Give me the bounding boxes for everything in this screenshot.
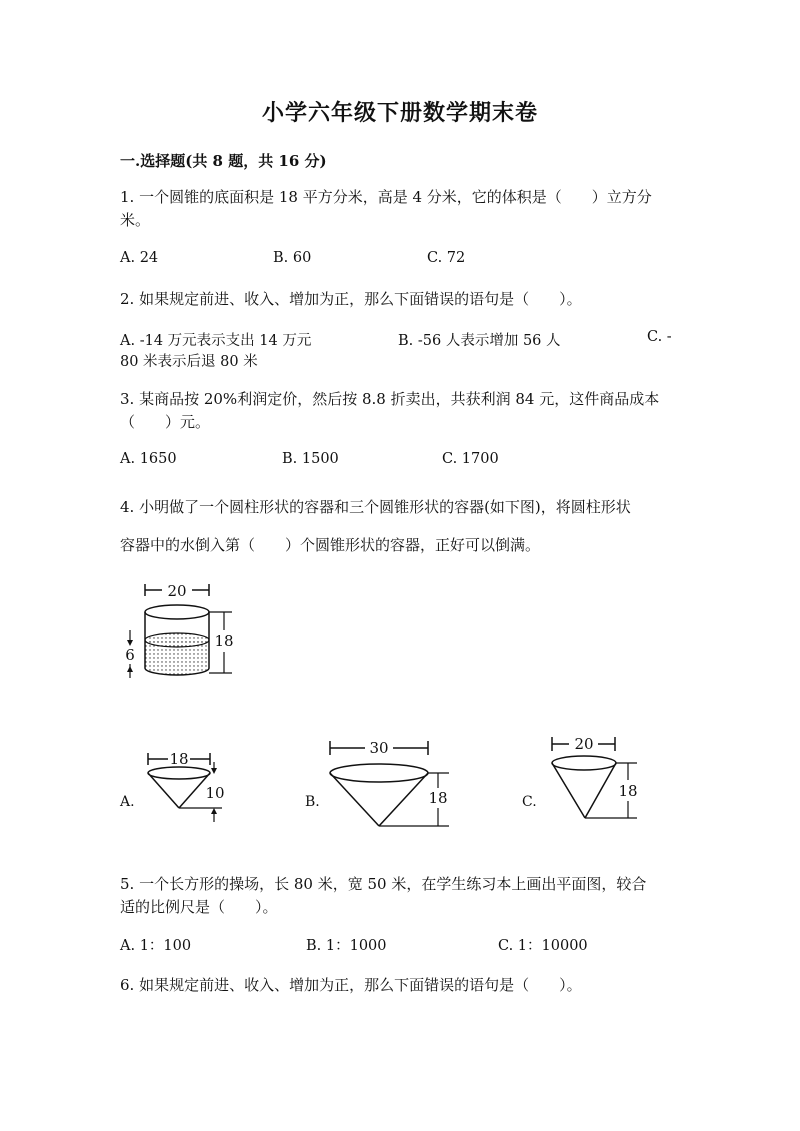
- cone-c-label: C.: [522, 794, 537, 810]
- q5-option-c: C. 1：10000: [498, 938, 588, 954]
- cone-a-label: A.: [120, 794, 135, 810]
- question-4-line-1: 4. 小明做了一个圆柱形状的容器和三个圆锥形状的容器(如下图)，将圆柱形状: [120, 498, 631, 516]
- cone-c-height-label: 18: [618, 782, 638, 800]
- question-5: [120, 873, 680, 919]
- question-2: 2. 如果规定前进、收入、增加为正，那么下面错误的语句是（ ）。: [120, 290, 582, 308]
- cylinder-figure: [120, 580, 240, 690]
- page-title: 小学六年级下册数学期末卷: [261, 100, 538, 126]
- question-1-line-1: 1. 一个圆锥的底面积是 18 平方分米，高是 4 分米，它的体积是（ ）立方分: [120, 188, 652, 206]
- question-6: 6. 如果规定前进、收入、增加为正，那么下面错误的语句是（ ）。: [120, 976, 582, 994]
- question-4: [120, 488, 680, 564]
- q5-option-a: A. 1：100: [120, 938, 192, 954]
- cone-b-diameter-label: 30: [369, 739, 389, 757]
- q2-option-a: A. -14 万元表示支出 14 万元: [120, 333, 312, 349]
- cone-c-figure: [545, 733, 645, 825]
- q1-option-c: C. 72: [427, 250, 466, 266]
- cylinder-diameter-label: 20: [167, 582, 187, 600]
- q1-option-b: B. 60: [273, 250, 312, 266]
- section-heading: 一.选择题(共 8 题，共 16 分): [120, 152, 327, 170]
- cone-b-height-label: 18: [428, 789, 448, 807]
- cylinder-height-label: 18: [214, 632, 234, 650]
- question-5-line-2: 适的比例尺是（ ）。: [120, 898, 278, 916]
- q3-option-a: A. 1650: [120, 451, 177, 467]
- question-3-line-1: 3. 某商品按 20%利润定价，然后按 8.8 折卖出，共获利润 84 元，这件商品成本: [120, 390, 660, 408]
- q2-option-c: C. -: [647, 329, 672, 345]
- q2-option-c-continued: 80 米表示后退 80 米: [120, 354, 258, 370]
- cone-c-diameter-label: 20: [574, 735, 594, 753]
- question-3-line-2: （ ）元。: [120, 413, 211, 431]
- q3-option-c: C. 1700: [442, 451, 499, 467]
- cone-a-figure: [140, 750, 240, 830]
- cone-a-height-label: 10: [205, 784, 225, 802]
- q2-option-b: B. -56 人表示增加 56 人: [398, 333, 561, 349]
- question-1-line-2: 米。: [120, 211, 151, 229]
- question-4-line-2: 容器中的水倒入第（ ）个圆锥形状的容器，正好可以倒满。: [120, 536, 541, 554]
- cone-a-diameter-label: 18: [169, 750, 189, 768]
- q5-option-b: B. 1：1000: [306, 938, 387, 954]
- cone-b-figure: [325, 738, 455, 833]
- q1-option-a: A. 24: [120, 250, 159, 266]
- cylinder-water-label: 6: [125, 646, 135, 664]
- cone-b-label: B.: [305, 794, 320, 810]
- question-3: [120, 388, 680, 434]
- question-5-line-1: 5. 一个长方形的操场，长 80 米，宽 50 米，在学生练习本上画出平面图，较合: [120, 875, 647, 893]
- question-1: [120, 186, 680, 232]
- q3-option-b: B. 1500: [282, 451, 339, 467]
